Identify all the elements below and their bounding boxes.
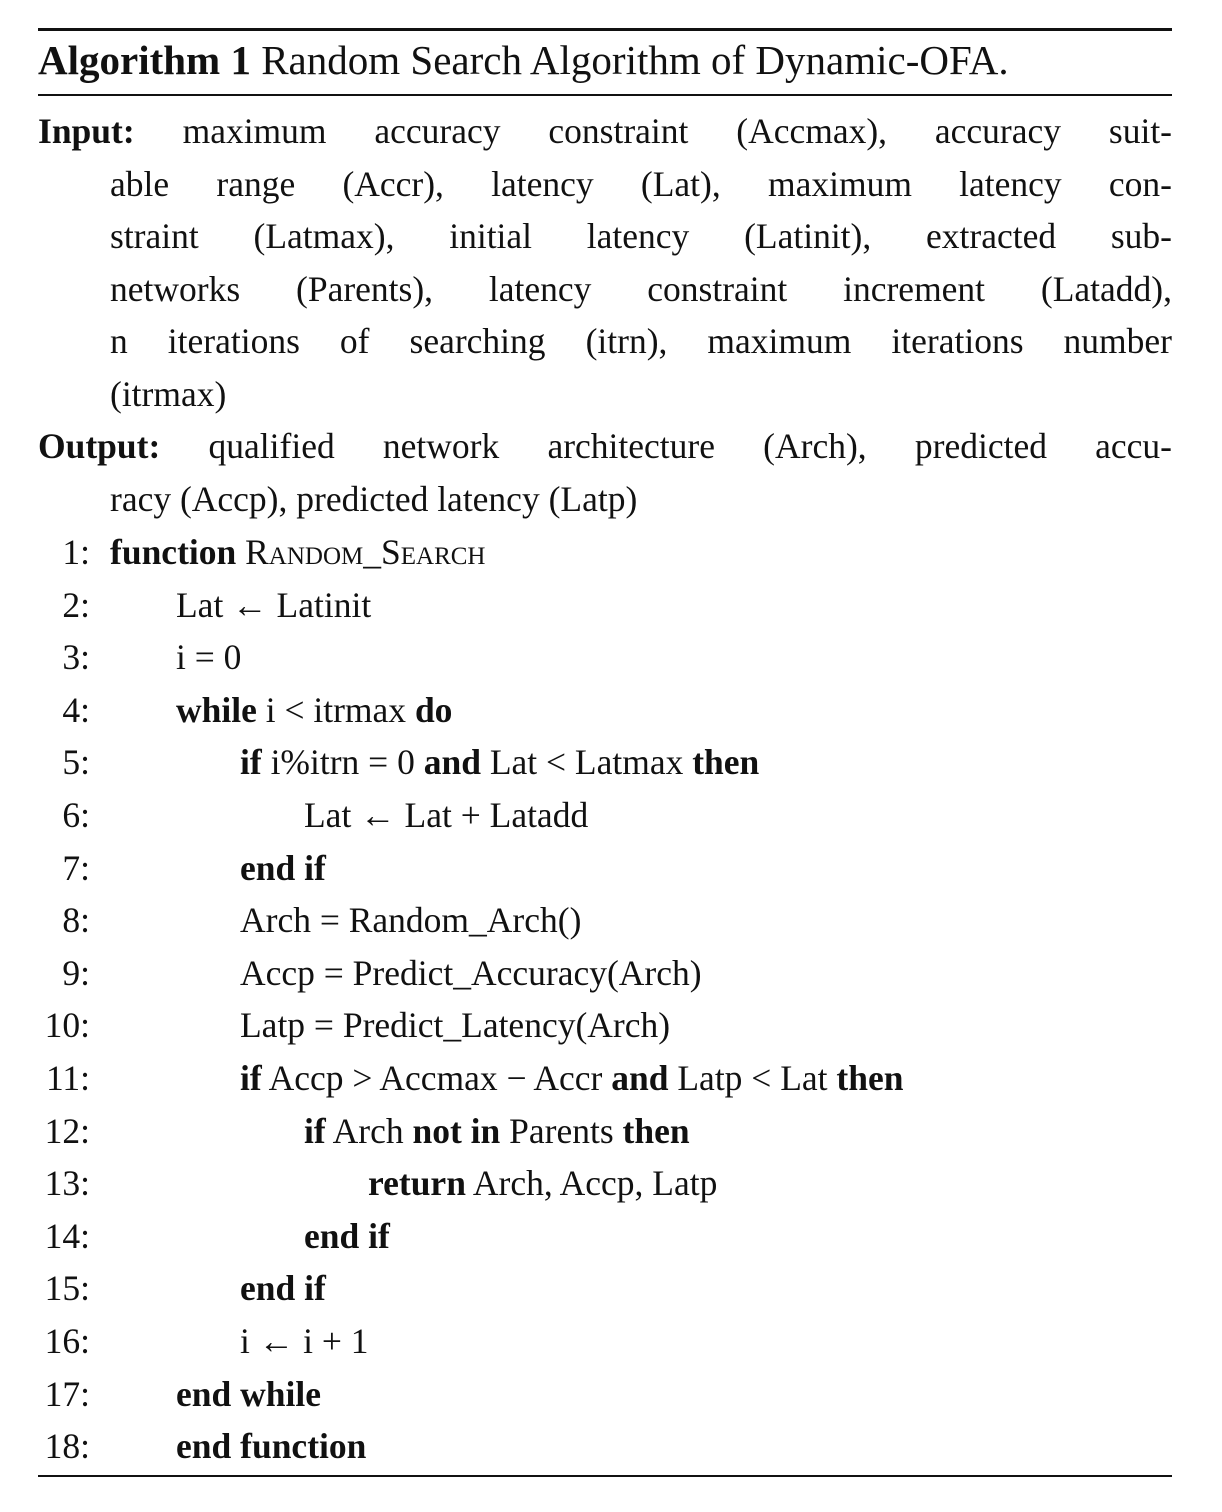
step-text: if i%itrn = 0 and Lat < Latmax then: [240, 742, 760, 783]
step-2: [38, 579, 1172, 632]
step-text: i = 0: [176, 637, 242, 678]
step-number: 16:: [44, 1320, 90, 1361]
input-line-6: (itrmax): [110, 373, 227, 414]
step-7: [38, 842, 1172, 895]
step-number: 8:: [62, 900, 90, 941]
step-9: [38, 947, 1172, 1000]
step-text: end function: [176, 1426, 367, 1467]
step-number: 14:: [44, 1215, 90, 1256]
step-text: if Arch not in Parents then: [304, 1110, 690, 1151]
step-number: 4:: [62, 689, 90, 730]
output-line-2: racy (Accp), predicted latency (Latp): [110, 478, 638, 519]
step-10: [38, 999, 1172, 1052]
bottom-rule: [38, 1475, 1172, 1477]
step-number: 15:: [44, 1268, 90, 1309]
step-text: end while: [176, 1373, 321, 1414]
step-number: 18:: [44, 1426, 90, 1467]
step-text: end if: [304, 1215, 390, 1256]
output-line-1: [38, 420, 1172, 473]
input-line-2: able range (Accr), latency (Lat), maximum latency con-: [110, 163, 1172, 204]
caption-label: Algorithm 1: [38, 37, 251, 83]
caption-title: Random Search Algorithm of Dynamic-OFA.: [250, 37, 1009, 83]
step-17: [38, 1368, 1172, 1421]
step-16: [38, 1315, 1172, 1368]
step-1: [38, 526, 1172, 579]
step-number: 6:: [62, 794, 90, 835]
step-text: Arch = Random_Arch(): [240, 900, 582, 941]
step-6: [38, 789, 1172, 842]
input-line-5: n iterations of searching (itrn), maximum iterations number: [110, 321, 1172, 362]
input-block: [38, 105, 1172, 421]
step-text: return Arch, Accp, Latp: [368, 1163, 718, 1204]
step-12: [38, 1105, 1172, 1158]
input-label: Input:: [38, 111, 135, 151]
step-11: [38, 1052, 1172, 1105]
step-text: while i < itrmax do: [176, 689, 453, 730]
algorithm-steps: [38, 526, 1172, 1473]
step-5: [38, 736, 1172, 789]
input-line-4: networks (Parents), latency constraint increment (Latadd),: [110, 268, 1172, 309]
step-14: [38, 1210, 1172, 1263]
step-text: Lat ← Latinit: [176, 584, 372, 625]
step-text: Latp = Predict_Latency(Arch): [240, 1005, 671, 1046]
step-text: end if: [240, 1268, 326, 1309]
step-number: 10:: [44, 1005, 90, 1046]
output-block: [38, 420, 1172, 525]
top-rule: [38, 28, 1172, 31]
step-text: end if: [240, 847, 326, 888]
step-number: 2:: [62, 584, 90, 625]
output-label: Output:: [38, 426, 161, 466]
algorithm-caption: [38, 34, 1009, 86]
input-text-1: maximum accuracy constraint (Accmax), accuracy suit-: [182, 111, 1172, 151]
step-4: [38, 684, 1172, 737]
step-number: 12:: [44, 1110, 90, 1151]
step-number: 1:: [62, 532, 90, 572]
caption-rule: [38, 94, 1172, 96]
step-13: [38, 1157, 1172, 1210]
step-15: [38, 1262, 1172, 1315]
step-text: Accp = Predict_Accuracy(Arch): [240, 952, 702, 993]
step-3: [38, 631, 1172, 684]
step-number: 3:: [62, 637, 90, 678]
step-number: 13:: [44, 1163, 90, 1204]
step-text: if Accp > Accmax − Accr and Latp < Lat then: [240, 1057, 904, 1098]
step-text: function Random_Search: [110, 532, 486, 572]
step-number: 11:: [45, 1057, 90, 1098]
step-number: 17:: [44, 1373, 90, 1414]
step-number: 9:: [62, 952, 90, 993]
step-number: 5:: [62, 742, 90, 783]
step-text: Lat ← Lat + Latadd: [304, 794, 589, 835]
input-line-3: straint (Latmax), initial latency (Latinit), extracted sub-: [110, 216, 1172, 257]
output-text-1: qualified network architecture (Arch), predicted accu-: [208, 426, 1172, 466]
step-18: [38, 1420, 1172, 1473]
step-8: [38, 894, 1172, 947]
input-line-1: [38, 105, 1172, 158]
step-number: 7:: [62, 847, 90, 888]
step-text: i ← i + 1: [240, 1320, 369, 1361]
